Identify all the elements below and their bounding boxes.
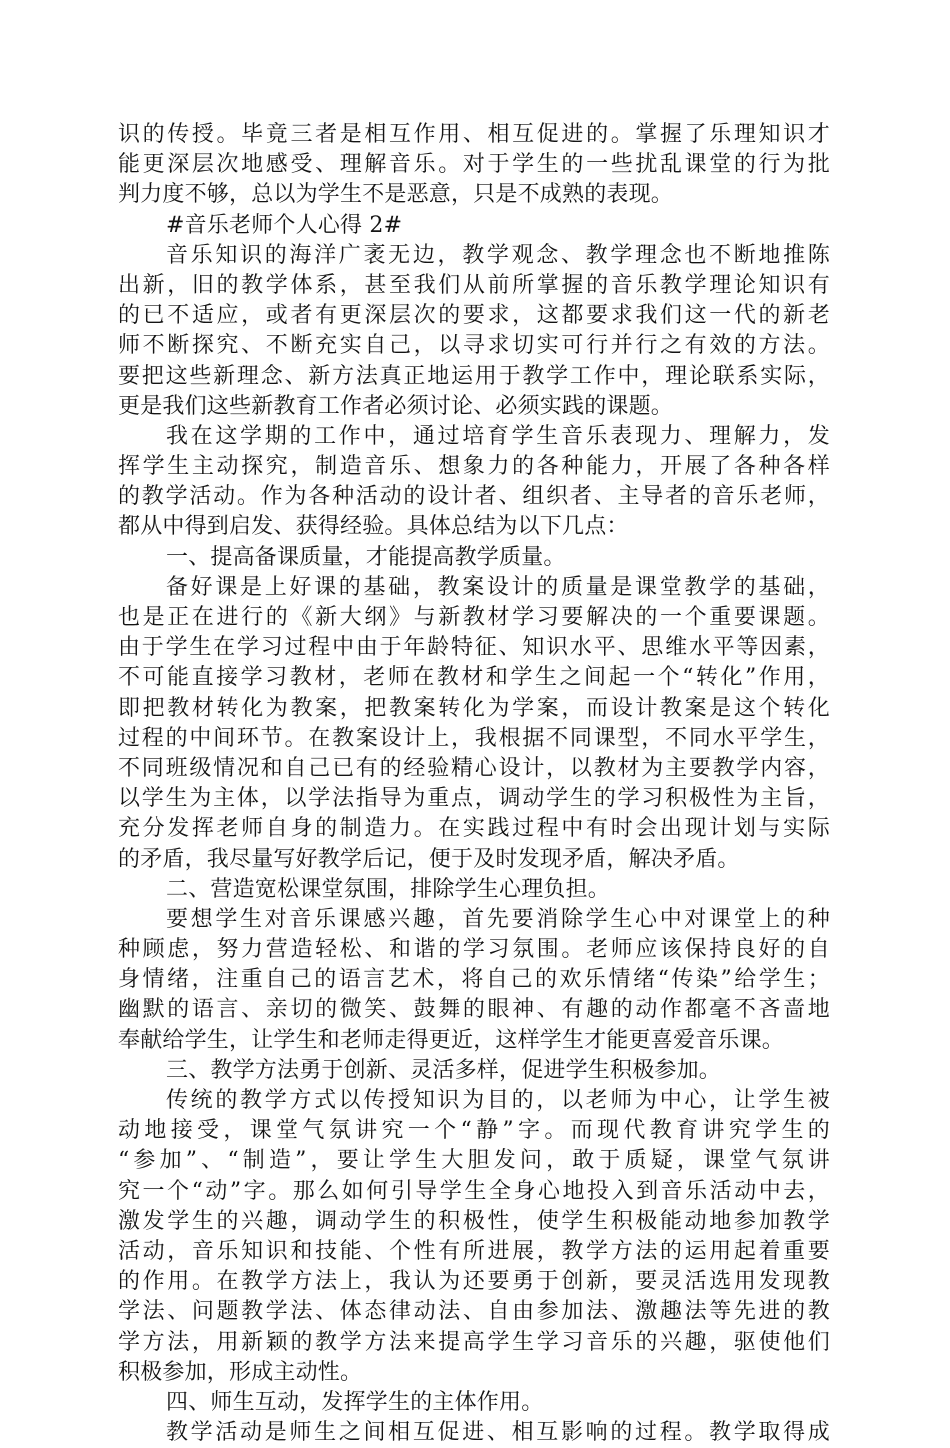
text-line: 学方法，用新颖的教学方法来提高学生学习音乐的兴趣，驱使他们 [118,1329,830,1355]
text-line: 充分发挥老师自身的制造力。在实践过程中有时会出现计划与实际 [118,816,830,842]
text-line: 更是我们这些新教育工作者必须讨论、必须实践的课题。 [118,393,674,419]
text-line: 出新，旧的教学体系，甚至我们从前所掌握的音乐教学理论知识有 [118,272,830,298]
text-line: 三、教学方法勇于创新、灵活多样，促进学生积极参加。 [166,1057,722,1083]
text-line: “参加”、“制造”，要让学生大胆发问，敢于质疑，课堂气氛讲 [118,1148,830,1174]
text-line: 四、师生互动，发挥学生的主体作用。 [166,1389,544,1415]
text-line: 二、营造宽松课堂氛围，排除学生心理负担。 [166,876,611,902]
text-line: 激发学生的兴趣，调动学生的积极性，使学生积极能动地参加教学 [118,1208,830,1234]
text-line: 积极参加，形成主动性。 [118,1359,363,1385]
text-line: 的教学活动。作为各种活动的设计者、组织者、主导者的音乐老师， [118,484,830,510]
text-line: 判力度不够，总以为学生不是恶意，只是不成熟的表现。 [118,182,674,208]
text-line: #音乐老师个人心得 2# [166,212,403,238]
text-line: 传统的教学方式以传授知识为目的，以老师为中心，让学生被 [166,1088,830,1113]
text-line: 种顾虑，努力营造轻松、和谐的学习氛围。老师应该保持良好的自 [118,937,830,963]
text-line: 幽默的语言、亲切的微笑、鼓舞的眼神、有趣的动作都毫不吝啬地 [118,997,830,1023]
text-line: 学法、问题教学法、体态律动法、自由参加法、激趣法等先进的教 [118,1299,830,1325]
text-line: 奉献给学生，让学生和老师走得更近，这样学生才能更喜爱音乐课。 [118,1027,785,1053]
text-line: 过程的中间环节。在教案设计上，我根据不同课型，不同水平学生， [118,725,830,751]
document-body [118,120,830,1448]
text-line: 音乐知识的海洋广袤无边，教学观念、教学理念也不断地推陈 [166,242,830,268]
text-line: 即把教材转化为教案，把教案转化为学案，而设计教案是这个转化 [118,695,830,721]
text-line: 不同班级情况和自己已有的经验精心设计，以教材为主要教学内容， [118,755,830,781]
text-line: 备好课是上好课的基础，教案设计的质量是课堂教学的基础， [166,574,830,600]
text-line: 由于学生在学习过程中由于年龄特征、知识水平、思维水平等因素， [118,635,830,661]
text-line: 究一个“动”字。那么如何引导学生全身心地投入到音乐活动中去， [118,1178,830,1204]
text-line: 识的传授。毕竟三者是相互作用、相互促进的。掌握了乐理知识才 [118,122,830,147]
text-line: 动地接受，课堂气氛讲究一个“静”字。而现代教育讲究学生的 [118,1118,830,1144]
text-line: 不可能直接学习教材，老师在教材和学生之间起一个“转化”作用， [118,665,830,691]
text-line: 要把这些新理念、新方法真正地运用于教学工作中，理论联系实际， [118,363,830,389]
text-line: 以学生为主体，以学法指导为重点，调动学生的学习积极性为主旨， [118,786,830,812]
text-line: 活动，音乐知识和技能、个性有所进展，教学方法的运用起着重要 [118,1238,830,1264]
text-line: 都从中得到启发、获得经验。具体总结为以下几点： [118,514,629,540]
text-line: 的作用。在教学方法上，我认为还要勇于创新，要灵活选用发现教 [118,1269,830,1295]
text-line: 身情绪，注重自己的语言艺术，将自己的欢乐情绪“传染”给学生； [118,967,830,993]
text-line: 我在这学期的工作中，通过培育学生音乐表现力、理解力，发 [166,423,830,449]
text-line: 挥学生主动探究，制造音乐、想象力的各种能力，开展了各种各样 [118,454,830,480]
text-line: 一、提高备课质量，才能提高教学质量。 [166,544,566,570]
text-line: 师不断探究、不断充实自己，以寻求切实可行并行之有效的方法。 [118,333,830,359]
text-line: 也是正在进行的《新大纲》与新教材学习要解决的一个重要课题。 [118,605,830,630]
text-line: 教学活动是师生之间相互促进、相互影响的过程。教学取得成 [166,1420,830,1446]
text-line: 的已不适应，或者有更深层次的要求，这都要求我们这一代的新老 [118,303,830,329]
text-line: 能更深层次地感受、理解音乐。对于学生的一些扰乱课堂的行为批 [118,152,830,178]
text-line: 要想学生对音乐课感兴趣，首先要消除学生心中对课堂上的种 [166,906,830,932]
text-line: 的矛盾，我尽量写好教学后记，便于及时发现矛盾，解决矛盾。 [118,846,740,872]
